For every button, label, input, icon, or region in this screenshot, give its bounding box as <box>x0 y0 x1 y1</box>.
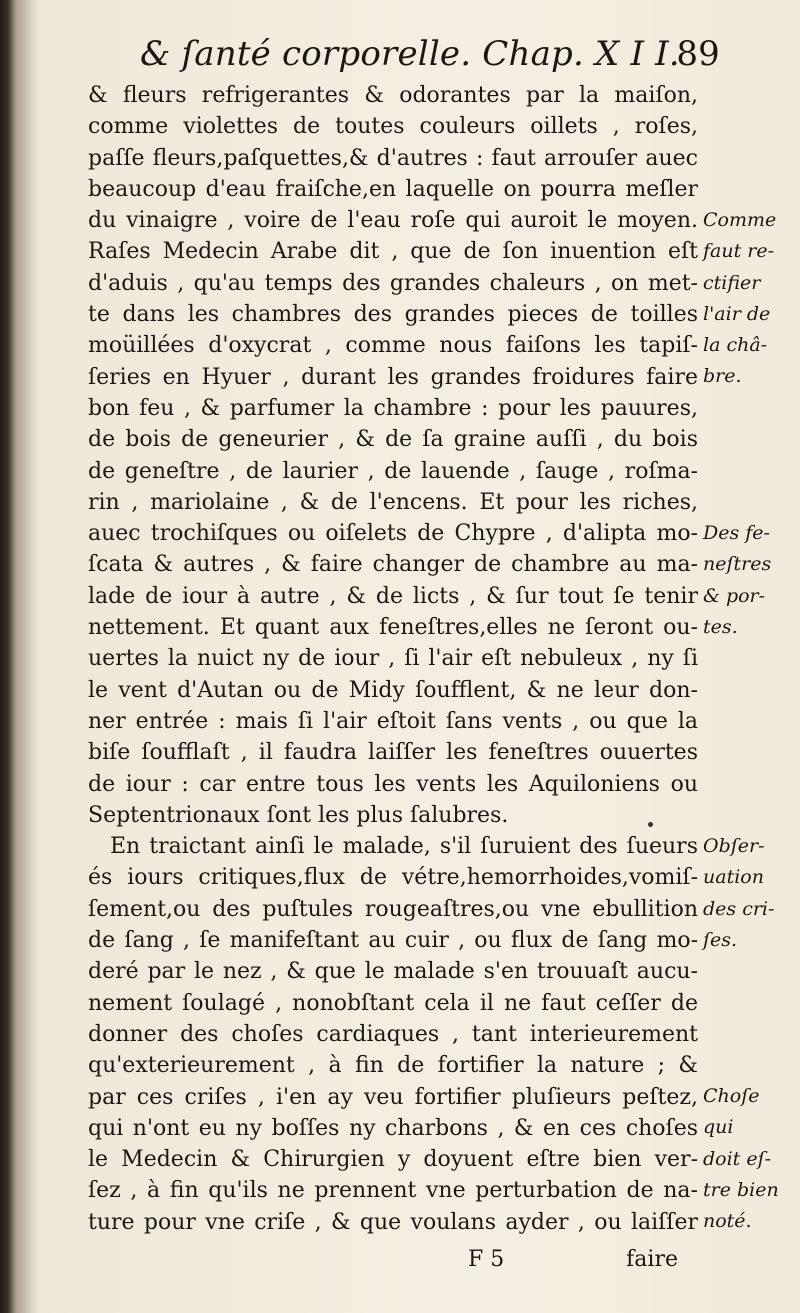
text-line: du vinaigre , voire de l'eau roſe qui auroit le moyen. <box>88 208 698 234</box>
text-line: par ces criſes , i'en ay veu fortifier pluſieurs peſtez, <box>88 1084 698 1110</box>
text-line: te dans les chambres des grandes pieces de toilles <box>88 302 698 328</box>
text-line: & fleurs refrigerantes & odorantes par la maiſon, <box>88 83 698 108</box>
margin-note-line: ſes. <box>703 928 738 951</box>
text-line: deré par le nez , & que le malade s'en trouuaſt aucu- <box>88 959 698 985</box>
text-line: de ſang , ſe manifeſtant au cuir , ou flux de ſang mo- <box>88 928 698 954</box>
text-line: nement ſoulagé , nonobſtant cela il ne faut ceſſer de <box>88 990 698 1016</box>
ink-speck <box>648 822 653 827</box>
margin-note-line: bre. <box>703 365 742 388</box>
text-line: le Medecin & Chirurgien y doyuent eſtre bien ver- <box>88 1147 698 1173</box>
margin-note-line: des cri- <box>703 897 775 920</box>
catchword: faire <box>626 1247 678 1272</box>
margin-note-noteworthy <box>703 1081 795 1237</box>
text-line: és iours critiques,flux de vétre,hemorrhoides,vomiſ- <box>88 865 698 891</box>
text-line: auec trochiſques ou oiſelets de Chypre , d'alipta mo- <box>88 521 698 547</box>
margin-note-line: l'air de <box>703 302 771 325</box>
text-line: ture pour vne criſe , & que voulans ayder , ou laiſſer <box>88 1209 698 1235</box>
text-line: d'aduis , qu'au temps des grandes chaleurs , on met- <box>88 270 698 296</box>
text-line: de bois de geneurier , & de ſa graine auſſi , du bois <box>88 427 698 453</box>
text-line: rin , mariolaine , & de l'encens. Et pour les riches, <box>88 489 698 515</box>
margin-note-line: ctifier <box>703 271 761 294</box>
text-line: bon feu , & parfumer la chambre : pour les pauures, <box>88 395 698 421</box>
margin-note-crises <box>703 831 795 956</box>
text-line: ſement,ou des puſtules rougeaſtres,ou vne ebullition <box>88 896 698 922</box>
margin-note-line: la châ- <box>703 334 768 357</box>
text-line: lade de iour à autre , & de licts , & ſur tout ſe tenir <box>88 583 698 609</box>
text-line: ſcata & autres , & faire changer de chambre au ma- <box>88 552 698 578</box>
margin-note-line: qui <box>703 1116 734 1139</box>
main-text <box>88 80 698 1238</box>
margin-note-line: noté. <box>703 1210 752 1233</box>
text-line: Septentrionaux ſont les plus ſalubres. <box>88 802 509 828</box>
text-line: paſſe fleurs,paſquettes,& d'autres : faut arrouſer auec <box>88 145 698 171</box>
margin-note-air <box>703 205 795 393</box>
margin-note-line: tre bien <box>703 1178 779 1201</box>
text-line: ſeries en Hyuer , durant les grandes froidures faire <box>88 364 698 390</box>
text-line: de iour : car entre tous les vents les Aquiloniens ou <box>88 771 698 797</box>
running-header <box>140 34 720 82</box>
margin-note-windows <box>703 518 795 643</box>
text-line: qui n'ont eu ny boſſes ny charbons , & en ces choſes <box>88 1115 698 1141</box>
text-line: nettement. Et quant aux feneſtres,elles ne ſeront ou- <box>88 615 698 641</box>
text-line: qu'exterieurement , à fin de fortifier la nature ; & <box>88 1053 698 1079</box>
page-number: 89 <box>676 34 720 74</box>
text-line: moüillées d'oxycrat , comme nous faiſons les tapiſ- <box>88 333 698 359</box>
text-line: Raſes Medecin Arabe dit , que de ſon inuention eſt <box>88 239 698 265</box>
margin-note-line: Choſe <box>703 1085 760 1107</box>
page-edge-shadow <box>0 0 40 1313</box>
margin-note-line: & por- <box>703 584 766 607</box>
text-line: le vent d'Autan ou de Midy ſoufflent, & ne leur don- <box>88 677 698 703</box>
margin-note-line: neſtres <box>703 553 772 576</box>
signature-mark: F 5 <box>468 1247 505 1272</box>
margin-note-line: uation <box>703 866 764 889</box>
margin-note-line: doit eſ- <box>703 1147 772 1170</box>
margin-note-line: tes. <box>703 615 738 638</box>
margin-note-line: faut re- <box>703 240 775 263</box>
running-title: & ſanté corporelle. Chap. X I I. <box>140 34 680 74</box>
text-line: donner des choſes cardiaques , tant interieurement <box>88 1021 698 1047</box>
text-line: biſe ſoufflaſt , il faudra laiſſer les feneſtres ouuertes <box>88 740 698 766</box>
text-line: ſez , à fin qu'ils ne prennent vne perturbation de na- <box>88 1178 698 1204</box>
text-line: En traictant ainſi le malade, s'il ſuruient des ſueurs <box>110 834 698 860</box>
text-line: uertes la nuict ny de iour , ſi l'air eſt nebuleux , ny ſi <box>88 646 698 672</box>
margin-note-line: Comme <box>703 209 777 231</box>
margin-note-line: Des fe- <box>703 522 770 544</box>
text-line: comme violettes de toutes couleurs oillets , roſes, <box>88 114 698 140</box>
text-line: ner entrée : mais ſi l'air eſtoit ſans vents , ou que la <box>88 708 698 734</box>
margin-note-line: Obſer- <box>703 835 765 857</box>
text-line: beaucoup d'eau fraiſche,en laquelle on pourra meſler <box>88 176 698 202</box>
text-line: de geneſtre , de laurier , de lauende , ſauge , roſma- <box>88 458 698 484</box>
page-footer <box>88 1247 698 1287</box>
